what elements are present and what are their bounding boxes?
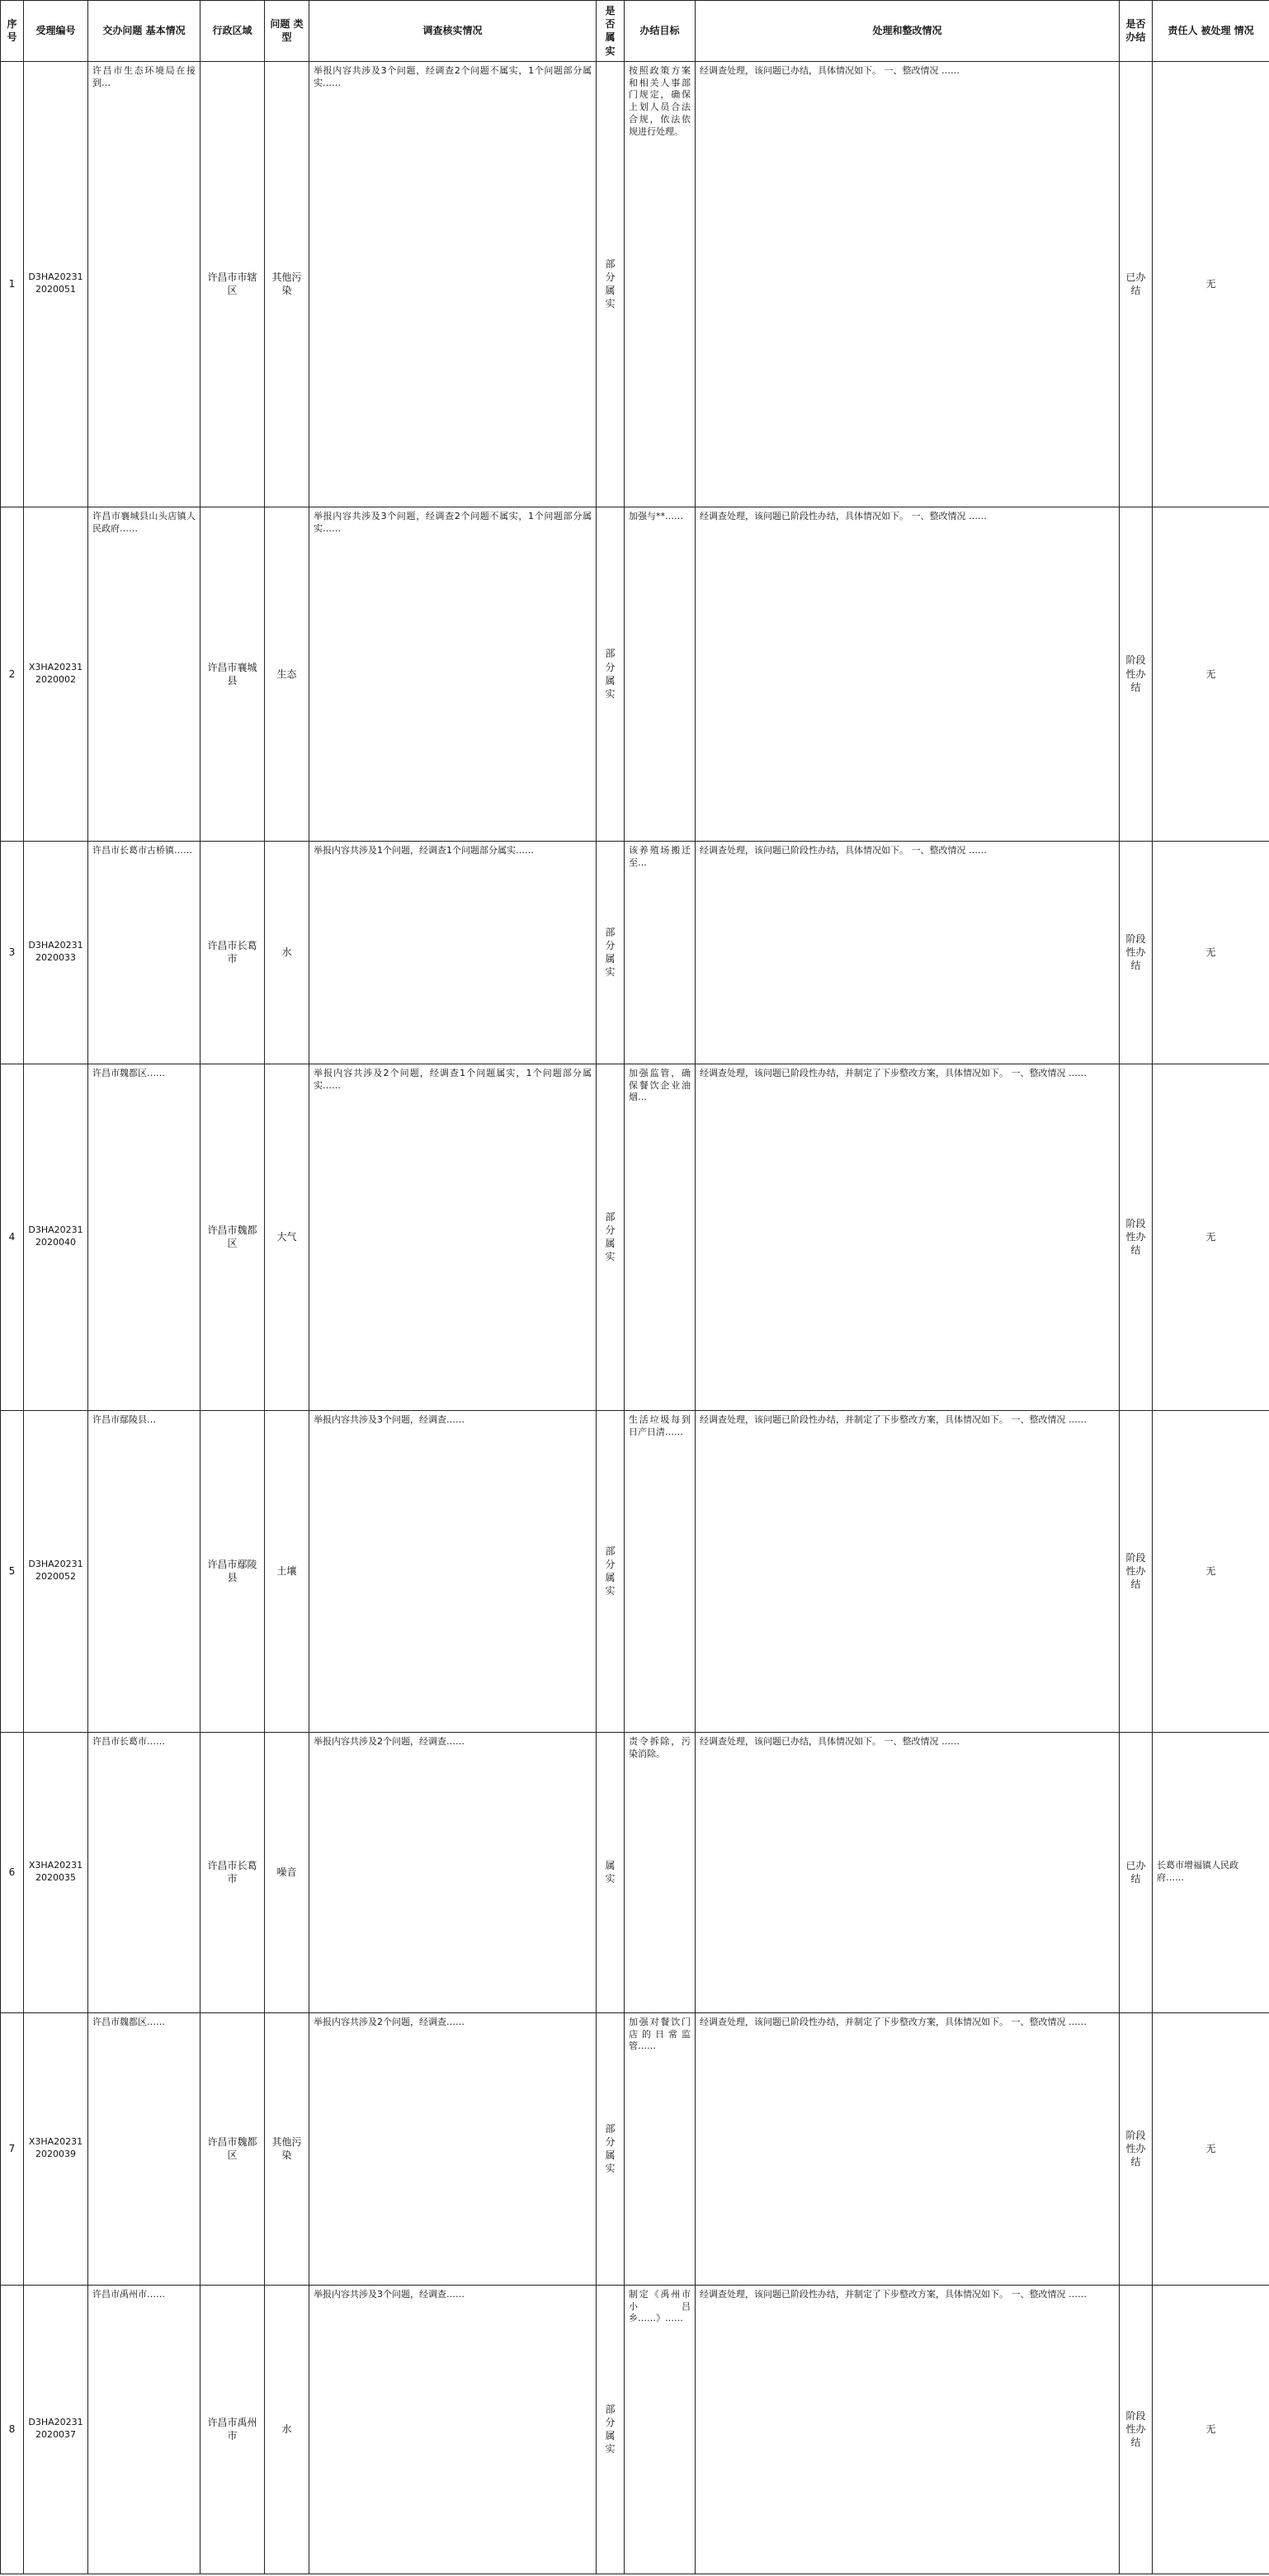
row-is-true: 部分属实 (597, 1064, 625, 1410)
row-case-no: D3HA202312020051 (24, 61, 88, 507)
row-complaint: 许昌市魏都区…… (88, 2012, 200, 2285)
row-seq: 6 (1, 1732, 24, 2012)
row-seq: 5 (1, 1410, 24, 1732)
row-investigation: 举报内容共涉及2个问题，经调查…… (309, 1732, 597, 2012)
row-goal: 加强与**…… (625, 507, 696, 841)
row-handling: 经调查处理，该问题已阶段性办结，具体情况如下。 一、整改情况 …… (696, 841, 1120, 1064)
row-is-true: 部分属实 (597, 507, 625, 841)
row-case-no: D3HA202312020037 (24, 2285, 88, 2574)
header-type: 问题 类型 (265, 1, 309, 62)
header-seq: 序号 (1, 1, 24, 62)
row-type: 水 (265, 2285, 309, 2574)
row-goal: 加强监管，确保餐饮企业油烟… (625, 1064, 696, 1410)
row-accountability: 无 (1153, 2012, 1269, 2285)
row-case-no: D3HA202312020033 (24, 841, 88, 1064)
row-region: 许昌市鄢陵县 (200, 1410, 265, 1732)
table-row (1, 1064, 1269, 1410)
row-investigation: 举报内容共涉及3个问题，经调查2个问题不属实，1个问题部分属实…… (309, 507, 597, 841)
row-handling: 经调查处理，该问题已阶段性办结，并制定了下步整改方案，具体情况如下。 一、整改情况 …… (696, 2012, 1120, 2285)
row-is-true: 部分属实 (597, 61, 625, 507)
row-closed: 阶段性办结 (1120, 1064, 1153, 1410)
row-complaint: 许昌市生态环境局在接到… (88, 61, 200, 507)
row-is-true: 部分属实 (597, 2285, 625, 2574)
row-handling: 经调查处理，该问题已办结，具体情况如下。 一、整改情况 …… (696, 61, 1120, 507)
header-handling: 处理和整改情况 (696, 1, 1120, 62)
row-closed: 阶段性办结 (1120, 2285, 1153, 2574)
row-seq: 7 (1, 2012, 24, 2285)
header-complaint: 交办问题 基本情况 (88, 1, 200, 62)
row-is-true: 部分属实 (597, 2012, 625, 2285)
row-closed: 阶段性办结 (1120, 841, 1153, 1064)
row-type: 水 (265, 841, 309, 1064)
row-case-no: D3HA202312020052 (24, 1410, 88, 1732)
row-accountability: 无 (1153, 2285, 1269, 2574)
row-investigation: 举报内容共涉及2个问题，经调查1个问题属实，1个问题部分属实…… (309, 1064, 597, 1410)
table-row (1, 1732, 1269, 2012)
row-is-true: 部分属实 (597, 1410, 625, 1732)
row-closed: 已办结 (1120, 61, 1153, 507)
row-complaint: 许昌市魏都区…… (88, 1064, 200, 1410)
table-row (1, 841, 1269, 1064)
row-is-true: 部分属实 (597, 841, 625, 1064)
row-region: 许昌市长葛市 (200, 1732, 265, 2012)
row-investigation: 举报内容共涉及2个问题，经调查…… (309, 2012, 597, 2285)
row-handling: 经调查处理，该问题已办结，具体情况如下。 一、整改情况 …… (696, 1732, 1120, 2012)
table-row (1, 2012, 1269, 2285)
row-is-true: 属实 (597, 1732, 625, 2012)
row-case-no: X3HA202312020035 (24, 1732, 88, 2012)
row-accountability: 无 (1153, 1410, 1269, 1732)
row-seq: 4 (1, 1064, 24, 1410)
row-complaint: 许昌市长葛市…… (88, 1732, 200, 2012)
row-accountability: 长葛市增福镇人民政府…… (1153, 1732, 1269, 2012)
row-case-no: X3HA202312020002 (24, 507, 88, 841)
row-seq: 2 (1, 507, 24, 841)
row-accountability: 无 (1153, 61, 1269, 507)
row-goal: 责令拆除，污染消除。 (625, 1732, 696, 2012)
row-region: 许昌市魏都区 (200, 1064, 265, 1410)
row-type: 大气 (265, 1064, 309, 1410)
row-type: 其他污染 (265, 2012, 309, 2285)
row-complaint: 许昌市鄢陵县… (88, 1410, 200, 1732)
table-row (1, 1410, 1269, 1732)
row-closed: 已办结 (1120, 1732, 1153, 2012)
row-goal: 该养殖场搬迁至… (625, 841, 696, 1064)
row-seq: 3 (1, 841, 24, 1064)
row-handling: 经调查处理，该问题已阶段性办结，并制定了下步整改方案，具体情况如下。 一、整改情况 …… (696, 1064, 1120, 1410)
row-region: 许昌市魏都区 (200, 2012, 265, 2285)
row-investigation: 举报内容共涉及3个问题，经调查…… (309, 2285, 597, 2574)
row-seq: 1 (1, 61, 24, 507)
header-closed: 是否 办结 (1120, 1, 1153, 62)
row-region: 许昌市市辖区 (200, 61, 265, 507)
row-investigation: 举报内容共涉及1个问题，经调查1个问题部分属实…… (309, 841, 597, 1064)
row-complaint: 许昌市禹州市…… (88, 2285, 200, 2574)
row-investigation: 举报内容共涉及3个问题，经调查…… (309, 1410, 597, 1732)
row-closed: 阶段性办结 (1120, 1410, 1153, 1732)
row-handling: 经调查处理，该问题已阶段性办结，并制定了下步整改方案，具体情况如下。 一、整改情况 …… (696, 1410, 1120, 1732)
row-handling: 经调查处理，该问题已阶段性办结，并制定了下步整改方案，具体情况如下。 一、整改情况 …… (696, 2285, 1120, 2574)
header-row (1, 1, 1269, 62)
row-handling: 经调查处理，该问题已阶段性办结，具体情况如下。 一、整改情况 …… (696, 507, 1120, 841)
row-closed: 阶段性办结 (1120, 2012, 1153, 2285)
row-goal: 加强对餐饮门店的日常监管…… (625, 2012, 696, 2285)
table-row (1, 2285, 1269, 2574)
row-accountability: 无 (1153, 507, 1269, 841)
row-region: 许昌市禹州市 (200, 2285, 265, 2574)
row-goal: 制定《禹州市小吕乡……》…… (625, 2285, 696, 2574)
row-goal: 生活垃圾每到日产日清…… (625, 1410, 696, 1732)
row-seq: 8 (1, 2285, 24, 2574)
header-region: 行政区域 (200, 1, 265, 62)
header-case-no: 受理编号 (24, 1, 88, 62)
row-type: 其他污染 (265, 61, 309, 507)
table-row (1, 61, 1269, 507)
row-goal: 按照政策方案和相关人事部门规定，确保上划人员合法合规，依法依规进行处理。 (625, 61, 696, 507)
row-complaint: 许昌市长葛市古桥镇…… (88, 841, 200, 1064)
row-accountability: 无 (1153, 841, 1269, 1064)
row-investigation: 举报内容共涉及3个问题，经调查2个问题不属实，1个问题部分属实…… (309, 61, 597, 507)
header-is-true: 是否属实 (597, 1, 625, 62)
row-type: 生态 (265, 507, 309, 841)
row-case-no: D3HA202312020040 (24, 1064, 88, 1410)
row-closed: 阶段性办结 (1120, 507, 1153, 841)
table-row (1, 507, 1269, 841)
row-type: 噪音 (265, 1732, 309, 2012)
header-accountability: 责任人 被处理 情况 (1153, 1, 1269, 62)
row-complaint: 许昌市襄城县山头店镇人民政府…… (88, 507, 200, 841)
header-goal: 办结目标 (625, 1, 696, 62)
row-type: 土壤 (265, 1410, 309, 1732)
row-accountability: 无 (1153, 1064, 1269, 1410)
row-region: 许昌市襄城县 (200, 507, 265, 841)
header-investigation: 调查核实情况 (309, 1, 597, 62)
row-case-no: X3HA202312020039 (24, 2012, 88, 2285)
row-region: 许昌市长葛市 (200, 841, 265, 1064)
